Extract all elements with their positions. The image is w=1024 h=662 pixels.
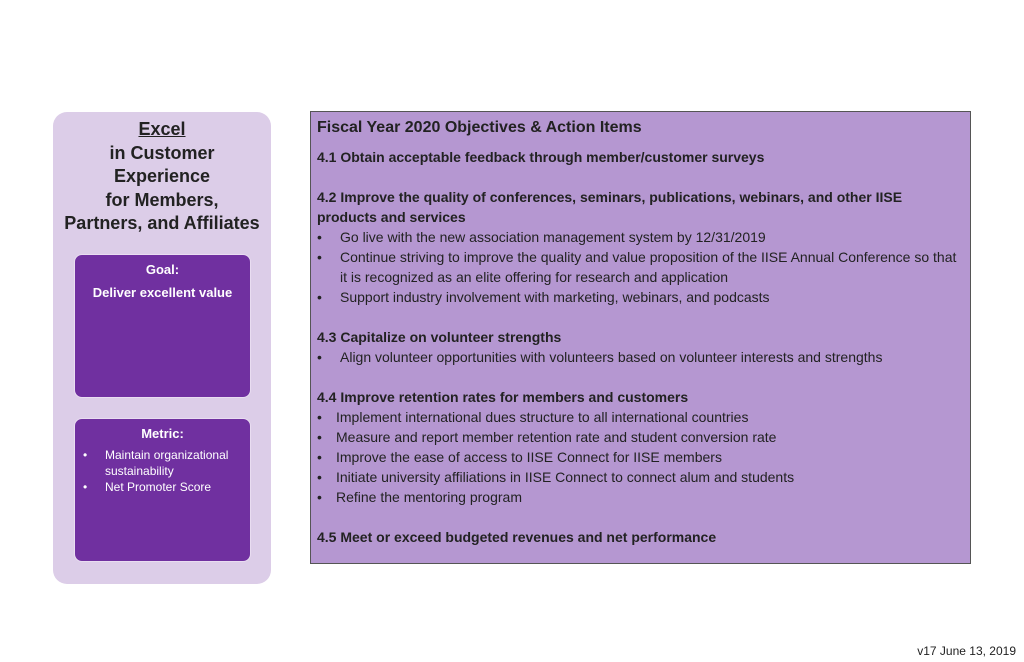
action-item: • Continue striving to improve the quality and value proposition of the IISE Annual Conference so that it is recognized as an elite offering for research and application: [317, 247, 964, 287]
version-label: v17 June 13, 2019: [917, 644, 1016, 658]
metric-list: [75, 447, 250, 495]
metric-item: • Net Promoter Score: [83, 479, 250, 495]
goal-text: Deliver excellent value: [92, 285, 233, 300]
sidebar-title-line: Excel: [138, 119, 186, 139]
action-item: • Improve the ease of access to IISE Connect for IISE members: [317, 447, 964, 467]
action-item: • Measure and report member retention rate and student conversion rate: [317, 427, 964, 447]
sidebar-title-line: in Customer: [109, 142, 215, 163]
section-heading: 4.3 Capitalize on volunteer strengths: [317, 329, 562, 345]
sidebar-title: [53, 118, 271, 236]
metric-label: Metric:: [141, 426, 184, 441]
action-list: [317, 347, 964, 367]
panel-title: Fiscal Year 2020 Objectives & Action Items: [317, 119, 642, 136]
metric-item: • Maintain organizational sustainability: [83, 447, 250, 479]
goal-card: [74, 254, 251, 398]
action-item: • Refine the mentoring program: [317, 487, 964, 507]
action-list: [317, 407, 964, 507]
action-item: • Implement international dues structure to all international countries: [317, 407, 964, 427]
action-item: • Support industry involvement with marketing, webinars, and podcasts: [317, 287, 964, 307]
section-heading: 4.5 Meet or exceed budgeted revenues and net performance: [317, 529, 717, 545]
section-4-2: [317, 187, 964, 307]
action-item: • Initiate university affiliations in IISE Connect to connect alum and students: [317, 467, 964, 487]
action-item: • Align volunteer opportunities with volunteers based on volunteer interests and strengths: [317, 347, 964, 367]
sidebar-title-line: Experience: [113, 166, 211, 186]
action-item: • Go live with the new association management system by 12/31/2019: [317, 227, 964, 247]
goal-label: Goal:: [145, 262, 180, 277]
section-4-4: [317, 387, 964, 507]
section-4-1: [317, 147, 964, 167]
sidebar-title-line: Partners, and Affiliates: [64, 213, 260, 233]
sidebar-panel: [53, 112, 271, 584]
action-list: [317, 227, 964, 307]
sidebar-title-line: for Members,: [105, 189, 219, 210]
objectives-panel: [310, 111, 971, 564]
section-heading: 4.1 Obtain acceptable feedback through member/customer surveys: [317, 149, 765, 165]
section-heading: 4.2 Improve the quality of conferences, seminars, publications, webinars, and other IISE products and services: [317, 189, 903, 225]
section-4-3: [317, 327, 964, 367]
section-4-5: [317, 527, 964, 547]
metric-card: [74, 418, 251, 562]
section-heading: 4.4 Improve retention rates for members and customers: [317, 389, 689, 405]
